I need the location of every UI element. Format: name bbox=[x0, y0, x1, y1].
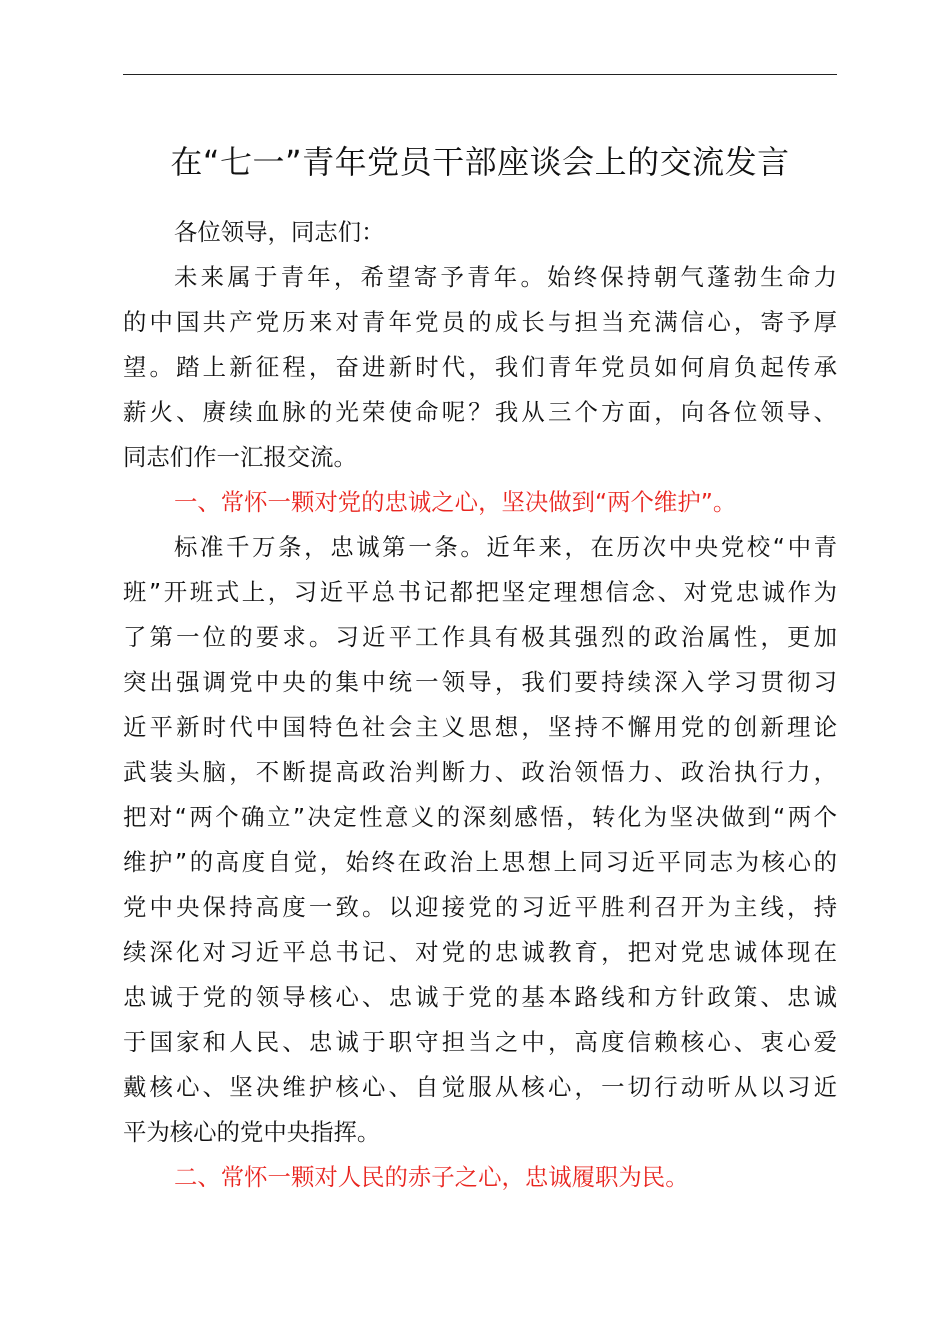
paragraph bbox=[123, 525, 837, 1155]
header-rule bbox=[123, 74, 837, 75]
paragraph-line: 戴核心、坚决维护核心、自觉服从核心，一切行动听从以习近 bbox=[123, 1073, 837, 1101]
paragraph-line: 同志们作一汇报交流。 bbox=[123, 443, 357, 471]
paragraph-line: 的中国共产党历来对青年党员的成长与担当充满信心，寄予厚 bbox=[123, 308, 837, 336]
paragraph-line: 平为核心的党中央指挥。 bbox=[123, 1118, 381, 1146]
greeting: 各位领导，同志们： bbox=[174, 218, 385, 246]
section-heading-text: 一、常怀一颗对党的忠诚之心，坚决做到“两个维护”。 bbox=[174, 488, 737, 516]
page-title: 在“七一”青年党员干部座谈会上的交流发言 bbox=[170, 143, 790, 181]
paragraph-line: 突出强调党中央的集中统一领导，我们要持续深入学习贯彻习 bbox=[123, 668, 837, 696]
paragraph-line: 未来属于青年，希望寄予青年。始终保持朝气蓬勃生命力 bbox=[174, 263, 837, 291]
paragraph-line: 望。踏上新征程，奋进新时代，我们青年党员如何肩负起传承 bbox=[123, 353, 837, 381]
paragraph-line: 了第一位的要求。习近平工作具有极其强烈的政治属性，更加 bbox=[123, 623, 837, 651]
section-heading bbox=[123, 1155, 837, 1200]
paragraph-line: 党中央保持高度一致。以迎接党的习近平胜利召开为主线，持 bbox=[123, 893, 837, 921]
paragraph-line: 续深化对习近平总书记、对党的忠诚教育，把对党忠诚体现在 bbox=[123, 938, 837, 966]
paragraph-line: 近平新时代中国特色社会主义思想，坚持不懈用党的创新理论 bbox=[123, 713, 837, 741]
paragraph-line: 班”开班式上，习近平总书记都把坚定理想信念、对党忠诚作为 bbox=[123, 578, 837, 606]
paragraph bbox=[123, 255, 837, 480]
paragraph-line: 武装头脑，不断提高政治判断力、政治领悟力、政治执行力， bbox=[123, 758, 837, 786]
paragraph-line: 忠诚于党的领导核心、忠诚于党的基本路线和方针政策、忠诚 bbox=[123, 983, 837, 1011]
section-heading bbox=[123, 480, 837, 525]
paragraph-line: 薪火、赓续血脉的光荣使命呢？我从三个方面，向各位领导、 bbox=[123, 398, 837, 426]
paragraph-line: 于国家和人民、忠诚于职守担当之中，高度信赖核心、衷心爱 bbox=[123, 1028, 837, 1056]
paragraph-line: 维护”的高度自觉，始终在政治上思想上同习近平同志为核心的 bbox=[123, 848, 837, 876]
document-body bbox=[123, 210, 837, 1200]
section-heading-text: 二、常怀一颗对人民的赤子之心，忠诚履职为民。 bbox=[174, 1163, 689, 1191]
paragraph-line: 标准千万条，忠诚第一条。近年来，在历次中央党校“中青 bbox=[174, 533, 837, 561]
paragraph-line: 把对“两个确立”决定性意义的深刻感悟，转化为坚决做到“两个 bbox=[123, 803, 837, 831]
